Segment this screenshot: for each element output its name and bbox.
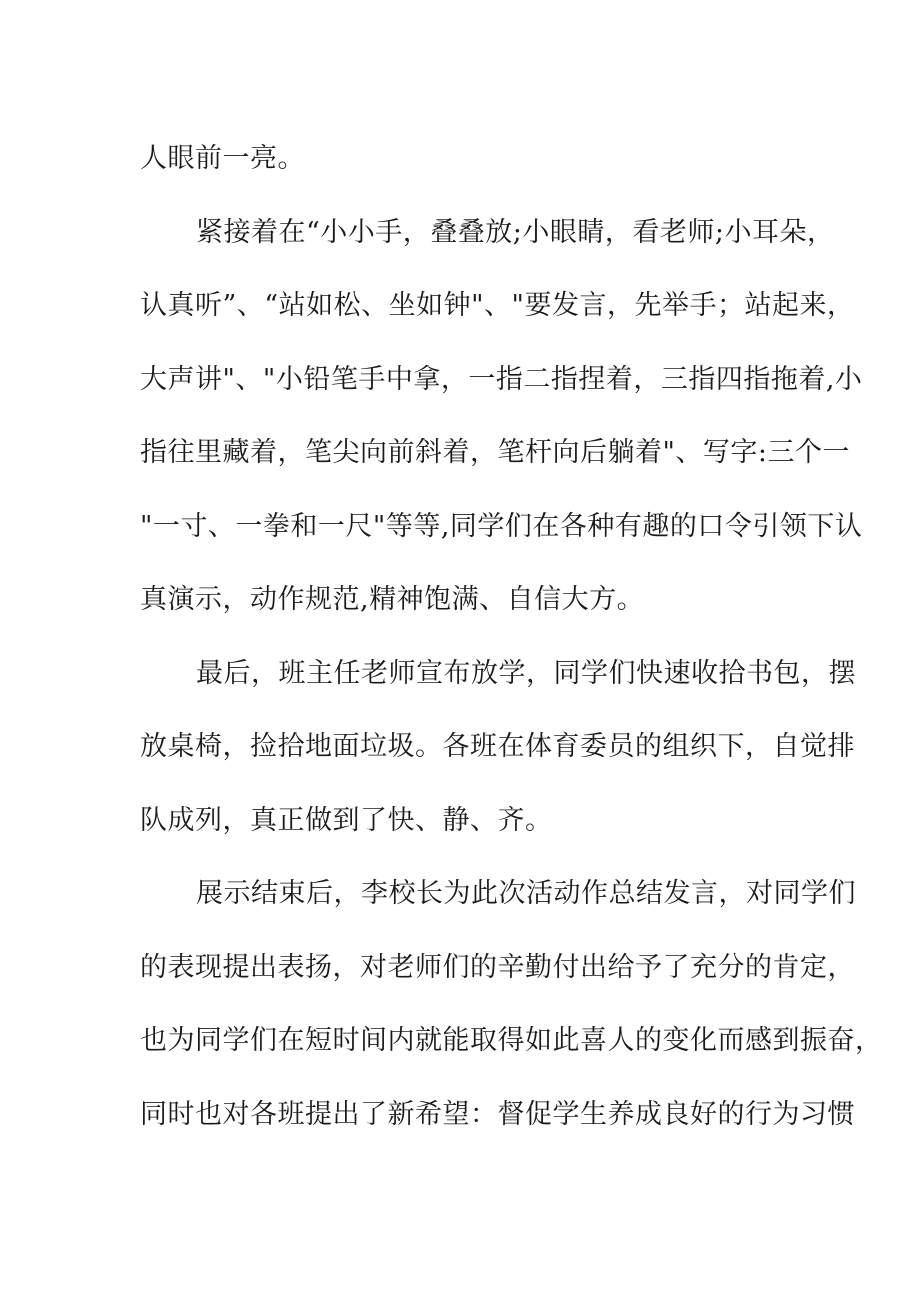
text-line: 大声讲"、"小铅笔手中拿，一指二指捏着，三指四指拖着,小: [140, 363, 863, 395]
text-line: 队成列，真正做到了快、静、齐。: [140, 804, 553, 836]
text-line: 人眼前一亮。: [140, 143, 305, 174]
text-line: 的表现提出表扬，对老师们的辛勤付出给予了充分的肯定，: [140, 951, 855, 983]
text-line: 放桌椅，捡拾地面垃圾。各班在体育委员的组织下，自觉排: [140, 731, 855, 762]
text-line: 展示结束后，李校长为此次活动作总结发言，对同学们: [196, 878, 856, 909]
text-line: "一寸、一拳和一尺"等等,同学们在各种有趣的口令引领下认: [140, 510, 863, 542]
text-line: 同时也对各班提出了新希望：督促学生养成良好的行为习惯: [140, 1098, 855, 1130]
body-text: [140, 128, 883, 1157]
text-line: 认真听”、“站如松、坐如钟"、"要发言，先举手；站起来，: [140, 290, 855, 321]
text-line: 真演示，动作规范,精神饱满、自信大方。: [140, 584, 645, 615]
text-line: 也为同学们在短时间内就能取得如此喜人的变化而感到振奋，: [140, 1025, 883, 1056]
text-line: 最后，班主任老师宣布放学，同学们快速收拾书包，摆: [196, 657, 856, 689]
text-line: 紧接着在“小小手，叠叠放;小眼睛，看老师;小耳朵，: [196, 216, 835, 248]
text-line: 指往里藏着，笔尖向前斜着，笔杆向后躺着"、写字:三个一: [140, 437, 851, 468]
